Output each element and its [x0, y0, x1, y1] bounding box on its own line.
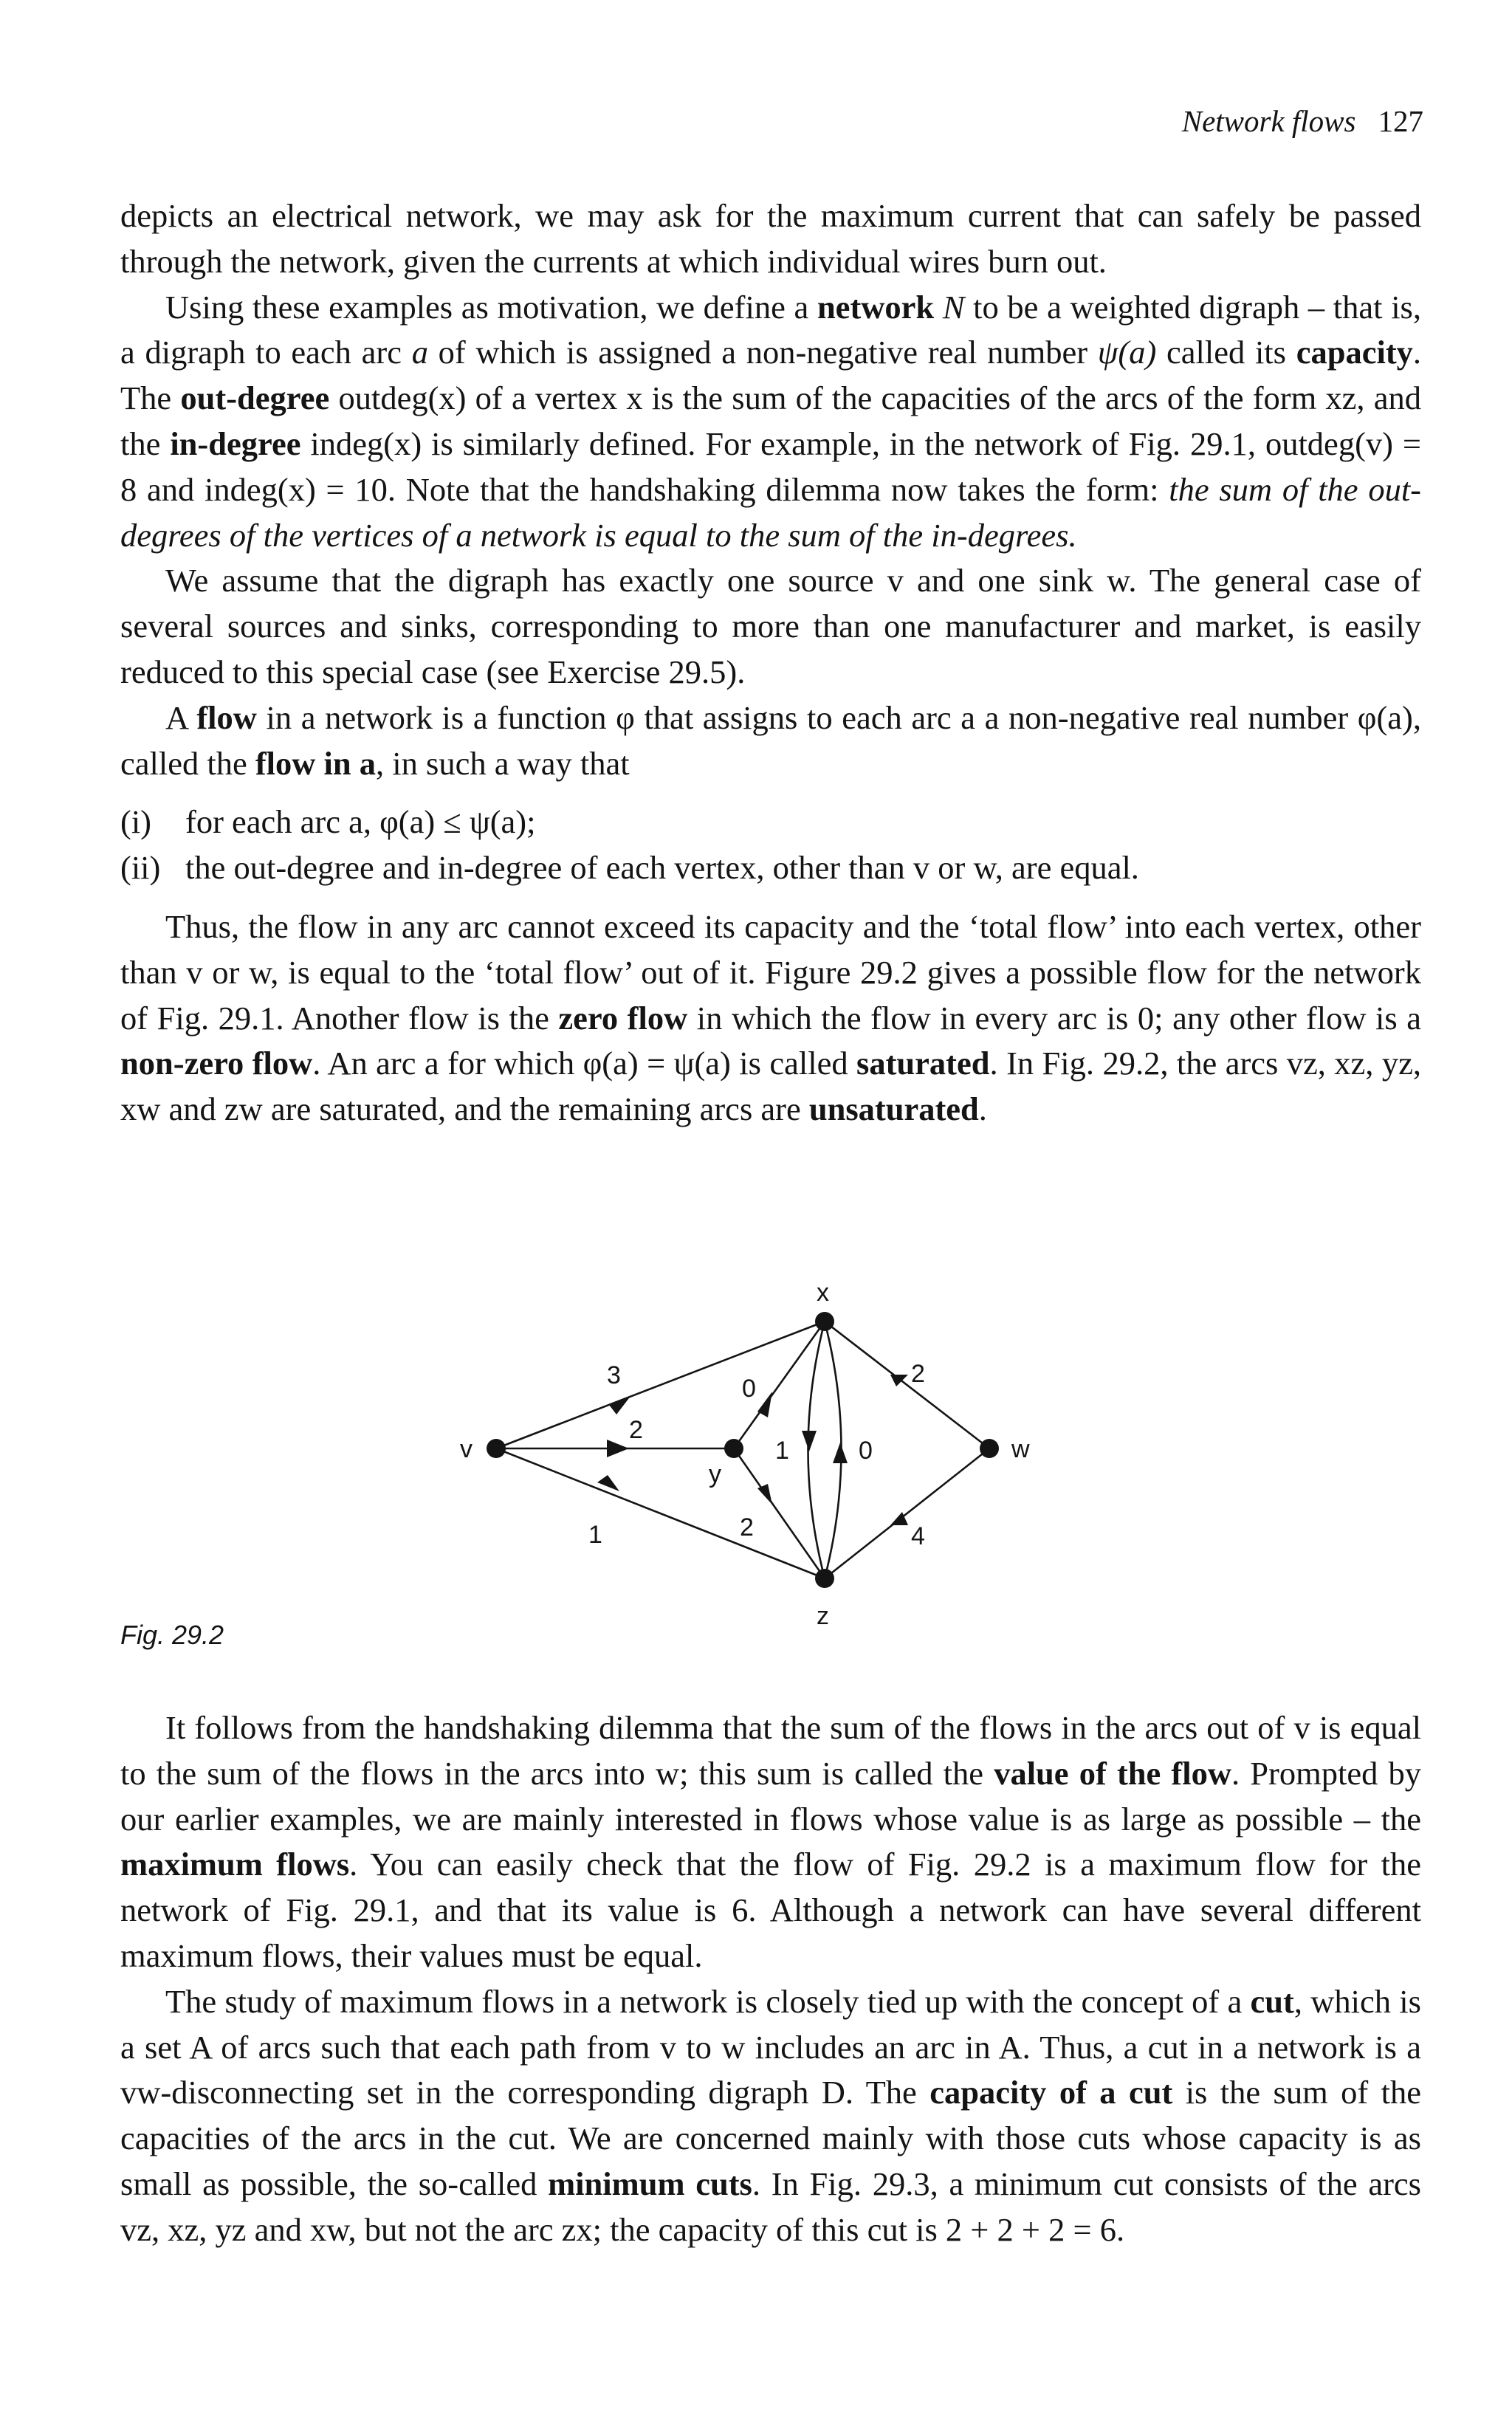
condition-item: (i) for each arc a, φ(a) ≤ ψ(a);: [120, 803, 536, 841]
arrowhead-xz-right: [833, 1443, 848, 1463]
vertex-label-w: w: [1011, 1435, 1030, 1463]
arc-label-zx-left: 1: [775, 1437, 789, 1465]
vertex-label-v: v: [460, 1435, 472, 1463]
term-network: network: [817, 288, 935, 326]
paragraph-source-sink: We assume that the digraph has exactly one source v and one sink w. The general case of several sources and sinks, corresponding to more than one manufacturer and market, is easily reduced to this special case (see Exercise 29.5).: [120, 562, 1421, 690]
term-flow: flow: [196, 698, 257, 736]
term-flow-in-a: flow in a: [255, 744, 377, 782]
vertex-x: [815, 1312, 834, 1331]
term-capacity: capacity: [1296, 334, 1413, 371]
vertex-label-z: z: [817, 1602, 829, 1630]
arc-vz: [496, 1448, 825, 1578]
arrowhead-zx-left: [802, 1431, 817, 1451]
figure-caption: Fig. 29.2: [120, 1620, 224, 1650]
arc-label-yz: 2: [740, 1513, 754, 1541]
vertex-label-y: y: [709, 1460, 721, 1488]
arc-label-vy: 2: [629, 1416, 643, 1444]
term-in-degree: in-degree: [170, 424, 301, 462]
arc-zx-left: [808, 1321, 825, 1578]
paragraph-network-definition: Using these examples as motivation, we define a network N to be a weighted digraph – that is, a digraph to each arc a of which is assigned a non-negative real number ψ(a) called its capacity. The out-degree outdeg(x) of a vertex x is the sum of the capacities of the arcs of the form xz, and the in-degree indeg(x) is similarly defined. For example, in the network of Fig. 29.1, outdeg(v) = 8 and indeg(x) = 10. Note that the handshaking dilemma now takes the form: the sum of the out-degrees of the vertices of a network is equal to the sum of the in-degrees.: [120, 288, 1422, 554]
arrowhead-vy: [607, 1440, 629, 1457]
term-zero-flow: zero flow: [558, 999, 688, 1037]
handshaking-statement: the sum of the out-degrees of the vertices of a network is equal to the sum of the in-degrees.: [120, 470, 1422, 554]
vertex-v: [487, 1439, 506, 1458]
arc-label-xz-right: 0: [859, 1437, 873, 1465]
term-minimum-cuts: minimum cuts: [548, 2165, 752, 2202]
term-value-of-the-flow: value of the flow: [994, 1754, 1231, 1792]
arc-label-vx: 3: [607, 1361, 621, 1389]
page-number: 127: [1378, 104, 1423, 138]
arc-label-vz: 1: [588, 1521, 602, 1549]
term-capacity-of-a-cut: capacity of a cut: [929, 2074, 1173, 2111]
paragraph-saturated: Thus, the flow in any arc cannot exceed its capacity and the ‘total flow’ into each vertex, other than v or w, is equal to the ‘total flow’ out of it. Figure 29.2 gives a possible flow for the network of Fig. 29.1. Another flow is the zero flow in which the flow in every arc is 0; any other flow is a non-zero flow. An arc a for which φ(a) = ψ(a) is called saturated. In Fig. 29.2, the arcs vz, xz, yz, xw and zw are saturated, and the remaining arcs are unsaturated.: [120, 907, 1421, 1128]
paragraph-cuts: The study of maximum flows in a network is closely tied up with the concept of a cut, which is a set A of arcs such that each path from v to w includes an arc in A. Thus, a cut in a network is a vw-disconnecting set in the corresponding digraph D. The capacity of a cut is the sum of the capacities of the arcs in the cut. We are concerned mainly with those cuts whose capacity is as small as possible, the so-called minimum cuts. In Fig. 29.3, a minimum cut consists of the arcs vz, xz, yz and xw, but not the arc zx; the capacity of this cut is 2 + 2 + 2 = 6.: [120, 1982, 1421, 2248]
vertex-z: [815, 1569, 834, 1588]
arc-xw: [825, 1321, 989, 1448]
arc-label-yx: 0: [742, 1375, 756, 1403]
term-saturated: saturated: [856, 1045, 990, 1082]
condition-item: (ii) the out-degree and in-degree of each vertex, other than v or w, are equal.: [120, 849, 1139, 887]
term-out-degree: out-degree: [180, 379, 330, 417]
arc-zw: [825, 1448, 989, 1578]
term-non-zero-flow: non-zero flow: [120, 1045, 313, 1082]
term-maximum-flows: maximum flows: [120, 1846, 350, 1883]
vertex-w: [980, 1439, 999, 1458]
term-unsaturated: unsaturated: [808, 1090, 979, 1128]
vertex-y: [724, 1439, 743, 1458]
arc-label-zw: 4: [911, 1522, 925, 1550]
paragraph-flow-definition: A flow in a network is a function φ that assigns to each arc a a non-negative real number φ(a), called the flow in a, in such a way that: [120, 698, 1422, 782]
paragraph-continuation: depicts an electrical network, we may ask for the maximum current that can safely be passed through the network, given the currents at which individual wires burn out.: [120, 197, 1421, 280]
arc-vx: [496, 1321, 825, 1448]
running-title: Network flows: [1181, 104, 1356, 138]
paragraph-value-of-flow: It follows from the handshaking dilemma that the sum of the flows in the arcs out of v is equal to the sum of the flows in the arcs into w; this sum is called the value of the flow. Prompted by our earlier examples, we are mainly interested in flows whose value is as large as possible – the maximum flows. You can easily check that the flow of Fig. 29.2 is a maximum flow for the network of Fig. 29.1, and that its value is 6. Although a network can have several different maximum flows, their values must be equal.: [120, 1709, 1421, 1974]
vertex-label-x: x: [817, 1279, 829, 1307]
arc-label-xw: 2: [911, 1360, 925, 1388]
text-block-lower: [120, 1705, 1421, 2253]
term-cut: cut: [1250, 1982, 1294, 2020]
arrowhead-vx: [609, 1395, 631, 1414]
